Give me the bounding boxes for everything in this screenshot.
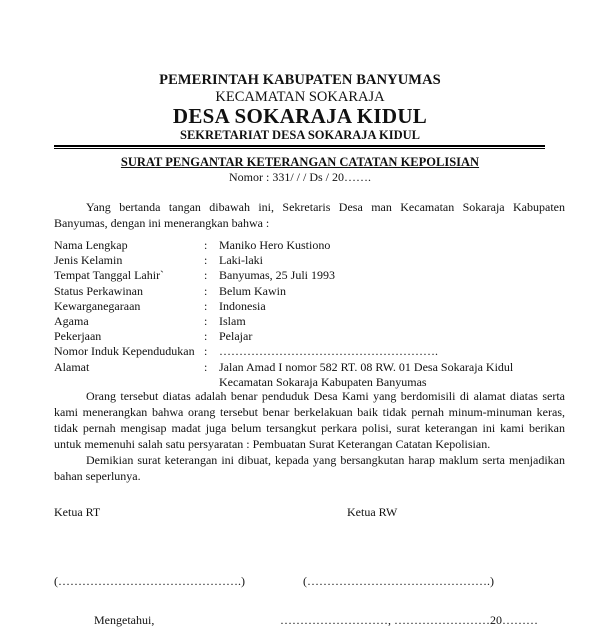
field-separator: :: [204, 329, 208, 344]
address-line-2: Kecamatan Sokaraja Kabupaten Banyumas: [219, 374, 427, 389]
field-value: Islam: [219, 313, 246, 328]
field-label: Nomor Induk Kependudukan: [54, 344, 195, 359]
letterhead-government: PEMERINTAH KABUPATEN BANYUMAS: [159, 72, 441, 88]
letterhead-secretariat: SEKRETARIAT DESA SOKARAJA KIDUL: [180, 128, 420, 142]
field-label: Pekerjaan: [54, 329, 102, 344]
field-separator: :: [204, 359, 208, 374]
field-label: Agama: [54, 313, 89, 328]
body-text: [54, 388, 565, 484]
closing-paragraph: Demikian surat keterangan ini dibuat, kepada yang bersangkutan harap maklum serta menjadikan bahan seperlunya.: [54, 453, 565, 483]
field-value: ……………………………………………….: [219, 344, 438, 359]
field-label: Jenis Kelamin: [54, 253, 123, 268]
field-label: Status Perkawinan: [54, 283, 143, 298]
field-label: Nama Lengkap: [54, 238, 128, 252]
field-value: Belum Kawin: [219, 283, 286, 298]
intro-paragraph: Yang bertanda tangan dibawah ini, Sekretaris Desa man Kecamatan Sokaraja Kabupaten Banyumas, dengan ini menerangkan bahwa :: [54, 200, 565, 230]
statement-paragraph: Orang tersebut diatas adalah benar penduduk Desa Kami yang berdomisili di alamat diatas serta kami menerangkan bahwa orang tersebut benar berkelakuan baik tidak pernah minum-minuman keras, tidak pernah mengisap madat juga belum tersangkut perkara polisi, surat keterangan ini kami berikan untuk memenuhi salah satu persyaratan : Pembuatan Surat Keterangan Catatan Kepolisian.: [54, 389, 565, 451]
field-separator: :: [204, 298, 208, 313]
ketua-rw-label: Ketua RW: [347, 505, 398, 519]
letterhead-village: DESA SOKARAJA KIDUL: [172, 104, 428, 128]
ketua-rt-label: Ketua RT: [54, 505, 101, 519]
field-value: Banyumas, 25 Juli 1993: [219, 268, 335, 283]
acknowledged-label: Mengetahui,: [94, 613, 155, 627]
letterhead-rule-thin: [54, 148, 545, 149]
field-label: Kewarganegaraan: [54, 298, 141, 313]
field-value: Laki-laki: [219, 253, 263, 268]
field-label: Alamat: [54, 359, 90, 374]
field-value: Maniko Hero Kustiono: [219, 238, 331, 252]
letterhead-rule-thick: [54, 145, 545, 147]
field-separator: :: [204, 253, 208, 268]
field-value: Indonesia: [219, 298, 266, 313]
document-title: SURAT PENGANTAR KETERANGAN CATATAN KEPOLISIAN: [120, 155, 480, 169]
field-separator: :: [204, 268, 208, 283]
letterhead-district: KECAMATAN SOKARAJA: [215, 89, 385, 105]
field-separator: :: [204, 344, 208, 359]
field-value: Jalan Amad I nomor 582 RT. 08 RW. 01 Desa Sokaraja Kidul: [219, 359, 514, 374]
field-label: Tempat Tanggal Lahir`: [54, 268, 165, 283]
field-separator: :: [204, 238, 208, 252]
ketua-rw-signature-blank: (……………………………………….): [303, 574, 494, 588]
place-date-blank: ………………………, ……………………20………: [280, 613, 538, 627]
document-number: Nomor : 331/ / / Ds / 20…….: [228, 170, 371, 184]
ketua-rt-signature-blank: (……………………………………….): [54, 574, 245, 588]
field-separator: :: [204, 313, 208, 328]
field-separator: :: [204, 283, 208, 298]
field-value: Pelajar: [219, 329, 253, 344]
